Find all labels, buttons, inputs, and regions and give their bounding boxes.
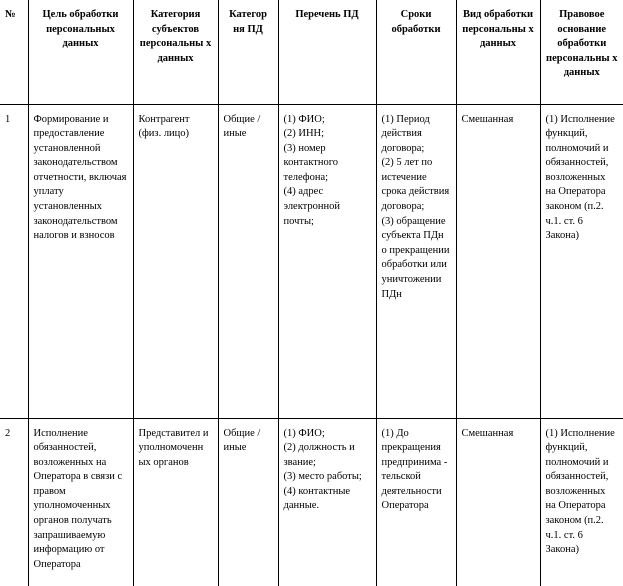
term-item: (2) 5 лет по истечение срока действия договора; — [381, 157, 450, 213]
row-terms — [376, 418, 456, 586]
header-purpose: Цель обработки персональных данных — [28, 0, 133, 104]
row-legal: (1) Исполнение функций, полномочий и обязанностей, возложенных на Оператора законом (п.2. ч.1. ст. 6 Закона) — [540, 418, 623, 586]
table-row — [0, 104, 623, 418]
row-category: Общие / иные — [218, 104, 278, 418]
list-item: (4) адрес электронной почты; — [283, 186, 341, 227]
list-item: (3) место работы; — [283, 471, 362, 483]
term-item: (3) обращение субъекта ПДн о прекращении обработки или уничтожении ПДн — [381, 215, 450, 300]
table-header-row — [0, 0, 623, 104]
row-num: 1 — [0, 104, 28, 418]
list-item: (1) ФИО; — [283, 427, 325, 439]
header-num: № — [0, 0, 28, 104]
row-subjects: Представител и уполномоченн ых органов — [133, 418, 218, 586]
row-category: Общие / иные — [218, 418, 278, 586]
row-purpose: Исполнение обязанностей, возложенных на Оператора в связи с правом уполномоченных органов получать запрашиваемую информацию от Оператора — [28, 418, 133, 586]
header-type: Вид обработки персональны х данных — [456, 0, 540, 104]
row-list — [278, 418, 376, 586]
list-item: (1) ФИО; — [283, 113, 325, 125]
row-list — [278, 104, 376, 418]
list-item: (3) номер контактного телефона; — [283, 142, 339, 183]
row-type: Смешанная — [456, 104, 540, 418]
row-terms — [376, 104, 456, 418]
list-item: (2) должность и звание; — [283, 442, 355, 468]
list-item: (4) контактные данные. — [283, 485, 351, 512]
term-item: (1) До прекращения предпринима - тельской деятельности Оператора — [381, 427, 448, 512]
row-subjects: Контрагент (физ. лицо) — [133, 104, 218, 418]
term-item: (1) Период действия договора; — [381, 113, 430, 154]
header-list: Перечень ПД — [278, 0, 376, 104]
table-row — [0, 418, 623, 586]
row-type: Смешанная — [456, 418, 540, 586]
header-legal: Правовое основание обработки персональны х данных — [540, 0, 623, 104]
header-terms: Сроки обработки — [376, 0, 456, 104]
row-purpose: Формирование и предоставление установленной законодательством отчетности, включая уплату установленных законодательством налогов и взносов — [28, 104, 133, 418]
row-legal: (1) Исполнение функций, полномочий и обязанностей, возложенных на Оператора законом (п.2. ч.1. ст. 6 Закона) — [540, 104, 623, 418]
list-item: (2) ИНН; — [283, 128, 325, 140]
header-category: Категор ня ПД — [218, 0, 278, 104]
header-subjects: Категория субъектов персональны х данных — [133, 0, 218, 104]
row-num: 2 — [0, 418, 28, 586]
